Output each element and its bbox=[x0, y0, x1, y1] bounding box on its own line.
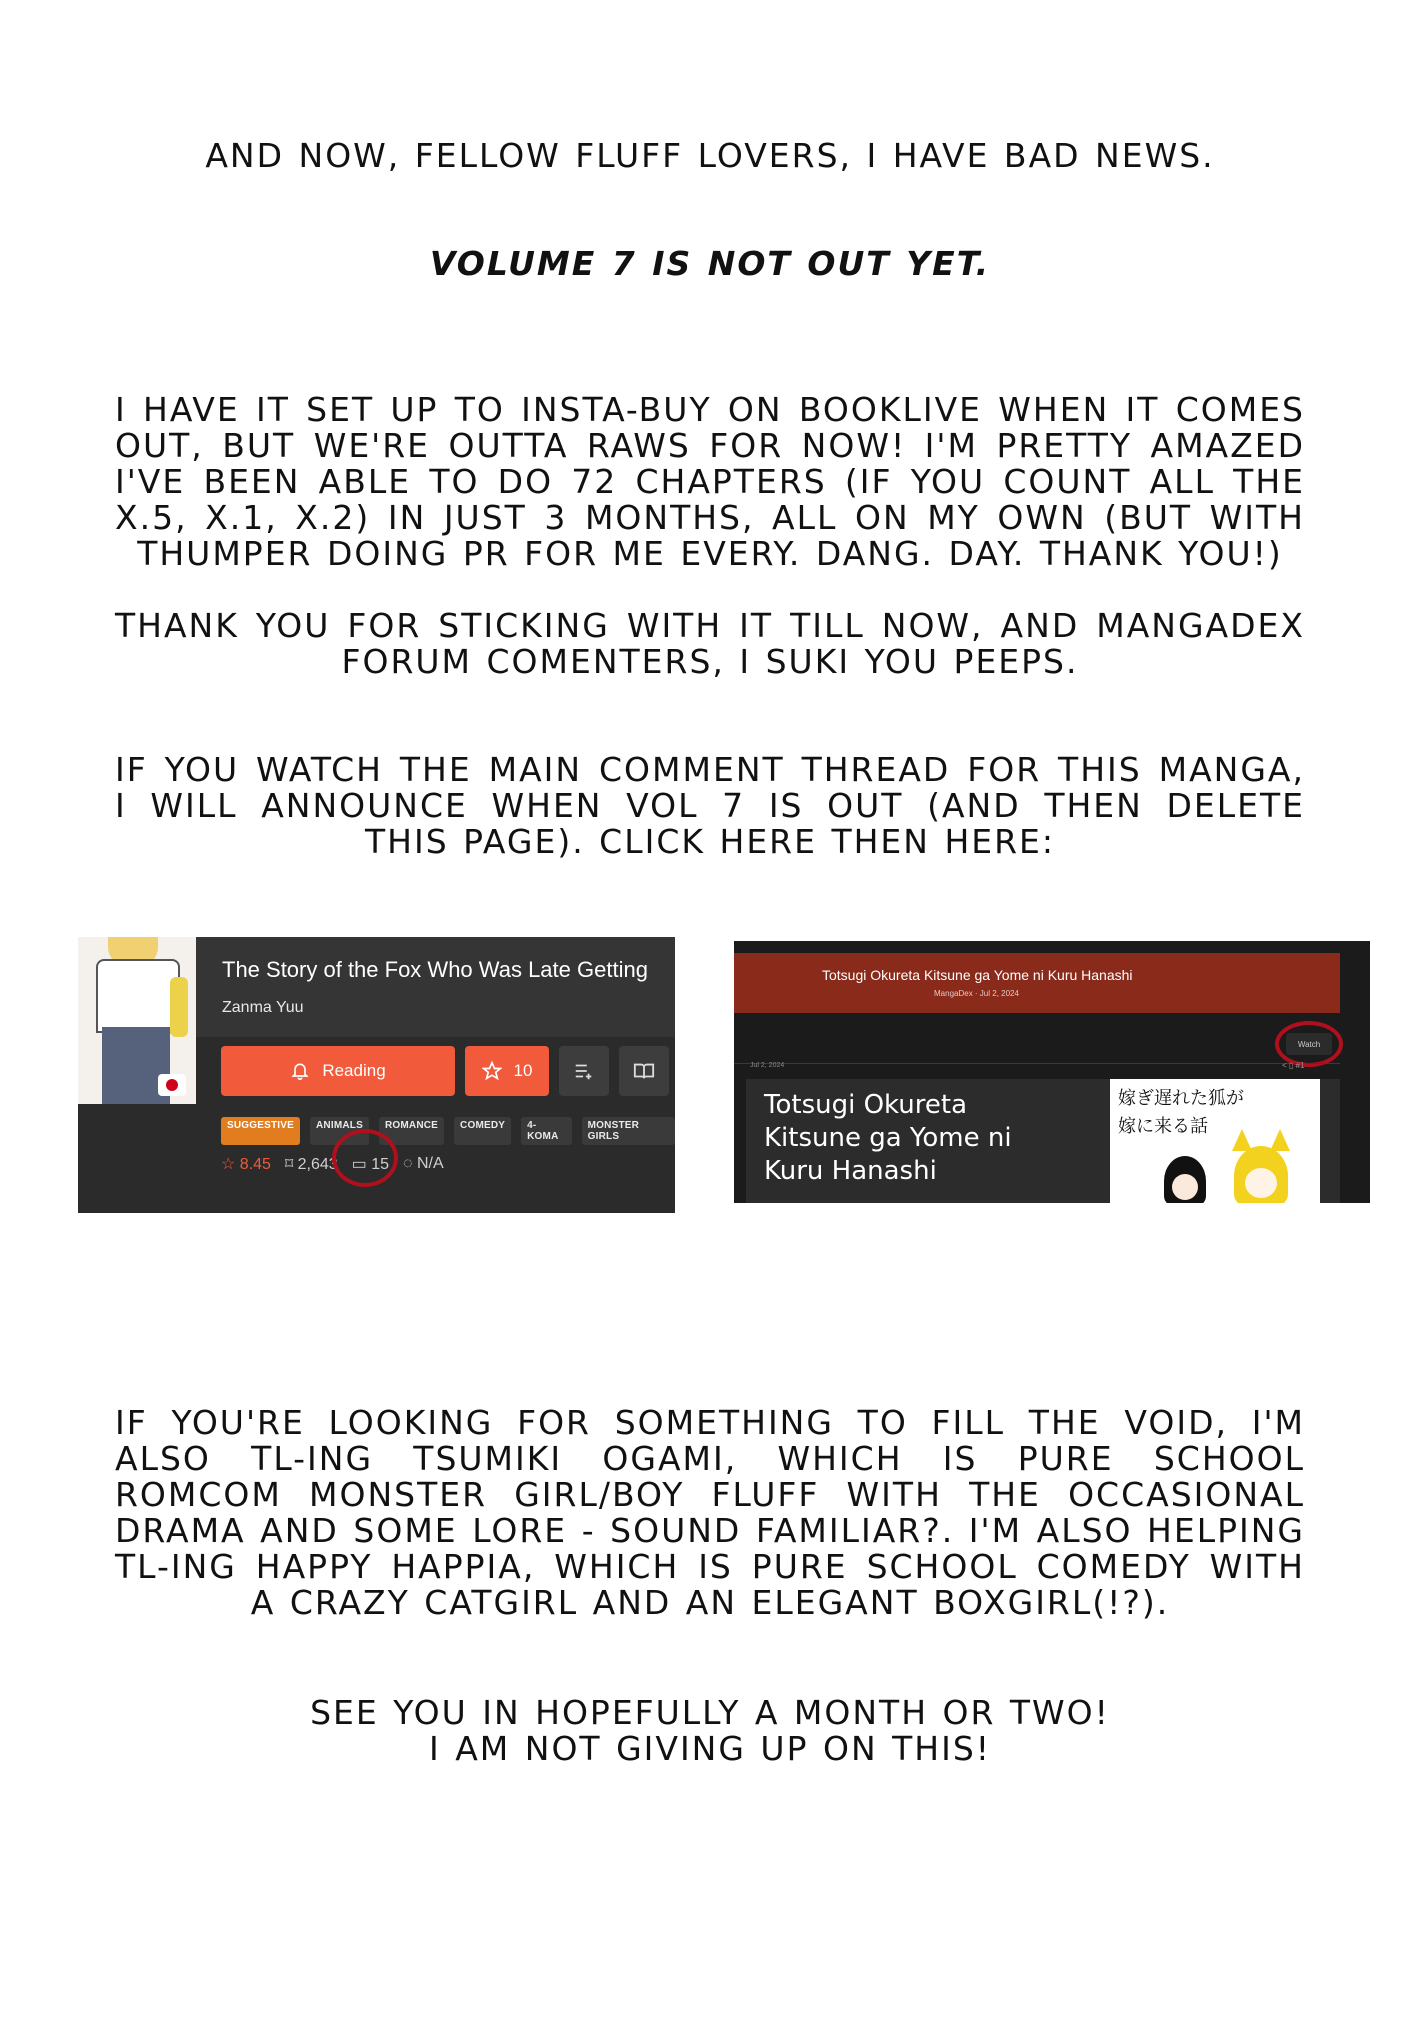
stat-views: ◌ N/A bbox=[403, 1155, 444, 1172]
stat-rating: ☆ 8.45 bbox=[221, 1156, 271, 1173]
heading-volume-not-out: VOLUME 7 IS NOT OUT YET. bbox=[429, 244, 991, 283]
tag[interactable]: COMEDY bbox=[454, 1117, 511, 1145]
screenshot-manga-page bbox=[78, 937, 675, 1213]
thread-header bbox=[734, 953, 1340, 1013]
japanese-title: 嫁ぎ遅れた狐が 嫁に来る話 bbox=[1118, 1088, 1244, 1137]
manga-cover bbox=[78, 937, 196, 1104]
stat-comments[interactable]: ▭ 15 bbox=[351, 1156, 389, 1173]
japan-flag-icon bbox=[158, 1074, 186, 1096]
paragraph-thanks: THANK YOU FOR STICKING WITH IT TILL NOW, AND MANGADEX FORUM COMENTERS, I SUKI YOU PEEPS. bbox=[115, 606, 1305, 681]
share-icon[interactable]: < bbox=[1282, 1061, 1287, 1070]
post-date: Jul 2, 2024 bbox=[750, 1062, 785, 1069]
thread-title: Totsugi Okureta Kitsune ga Yome ni Kuru Hanashi bbox=[822, 967, 1133, 983]
tag[interactable]: ANIMALS bbox=[310, 1117, 369, 1145]
add-to-list-button[interactable] bbox=[559, 1046, 609, 1096]
post-number[interactable]: #1 bbox=[1295, 1061, 1305, 1070]
annotation-circle bbox=[332, 1129, 398, 1187]
rating-button[interactable] bbox=[465, 1046, 549, 1096]
reading-label: Reading bbox=[322, 1061, 386, 1080]
closing-line-1: SEE YOU IN HOPEFULLY A MONTH OR TWO! bbox=[310, 1693, 1110, 1732]
star-icon bbox=[482, 1061, 502, 1081]
rating-value: 10 bbox=[513, 1061, 533, 1080]
tag[interactable]: ROMANCE bbox=[379, 1117, 444, 1145]
manga-title: The Story of the Fox Who Was Late Getting bbox=[222, 957, 648, 982]
closing-line-2: I AM NOT GIVING UP ON THIS! bbox=[429, 1729, 991, 1768]
heading-bad-news: AND NOW, FELLOW FLUFF LOVERS, I HAVE BAD NEWS. bbox=[205, 136, 1215, 175]
paragraph-other-series: IF YOU'RE LOOKING FOR SOMETHING TO FILL THE VOID, I'M ALSO TL-ING TSUMIKI OGAMI, WHICH IS PURE SCHOOL ROMCOM MONSTER GIRL/BOY FLUFF WITH THE OCCASIONAL DRAMA AND SOME LORE - SOUND FAMILIAR?. I'M ALSO HELPING TL-ING HAPPY HAPPIA, WHICH IS PURE SCHOOL COMEDY WITH A CRAZY CATGIRL AND AN ELEGANT BOXGIRL(!?). bbox=[115, 1403, 1305, 1622]
thread-meta: MangaDex · Jul 2, 2024 bbox=[934, 989, 1019, 998]
character-dark-hair bbox=[1164, 1156, 1206, 1203]
paragraph-booklive: I HAVE IT SET UP TO INSTA-BUY ON BOOKLIVE WHEN IT COMES OUT, BUT WE'RE OUTTA RAWS FOR NOW! I'M PRETTY AMAZED I'VE BEEN ABLE TO DO 72 CHAPTERS (IF YOU COUNT ALL THE X.5, X.1, X.2) IN JUST 3 MONTHS, ALL ON MY OWN (BUT WITH THUMPER DOING PR FOR ME EVERY. DANG. DAY. THANK YOU!) bbox=[115, 390, 1305, 573]
tag[interactable]: SUGGESTIVE bbox=[221, 1117, 300, 1145]
stat-follows: ⌑ 2,643 bbox=[284, 1156, 338, 1173]
list-add-icon bbox=[573, 1060, 595, 1082]
tag[interactable]: 4-KOMA bbox=[521, 1117, 572, 1145]
post-actions bbox=[1282, 1061, 1304, 1070]
bookmark-icon[interactable]: ▯ bbox=[1288, 1061, 1294, 1070]
reading-button[interactable] bbox=[221, 1046, 455, 1096]
tag[interactable]: MONSTER GIRLS bbox=[582, 1117, 675, 1145]
read-button[interactable] bbox=[619, 1046, 669, 1096]
paragraph-watch-thread: IF YOU WATCH THE MAIN COMMENT THREAD FOR THIS MANGA, I WILL ANNOUNCE WHEN VOL 7 IS OUT (AND THEN DELETE THIS PAGE). CLICK HERE THEN HERE: bbox=[115, 750, 1305, 861]
screenshot-forum-thread bbox=[734, 941, 1370, 1203]
bell-icon bbox=[290, 1061, 310, 1081]
manga-author: Zanma Yuu bbox=[222, 999, 304, 1016]
book-icon bbox=[633, 1060, 655, 1082]
character-fox-girl bbox=[1234, 1146, 1288, 1203]
watch-button[interactable]: Watch bbox=[1286, 1033, 1332, 1055]
tag-list bbox=[221, 1117, 675, 1145]
banner-title: Totsugi Okureta Kitsune ga Yome ni Kuru Hanashi bbox=[764, 1090, 1012, 1186]
